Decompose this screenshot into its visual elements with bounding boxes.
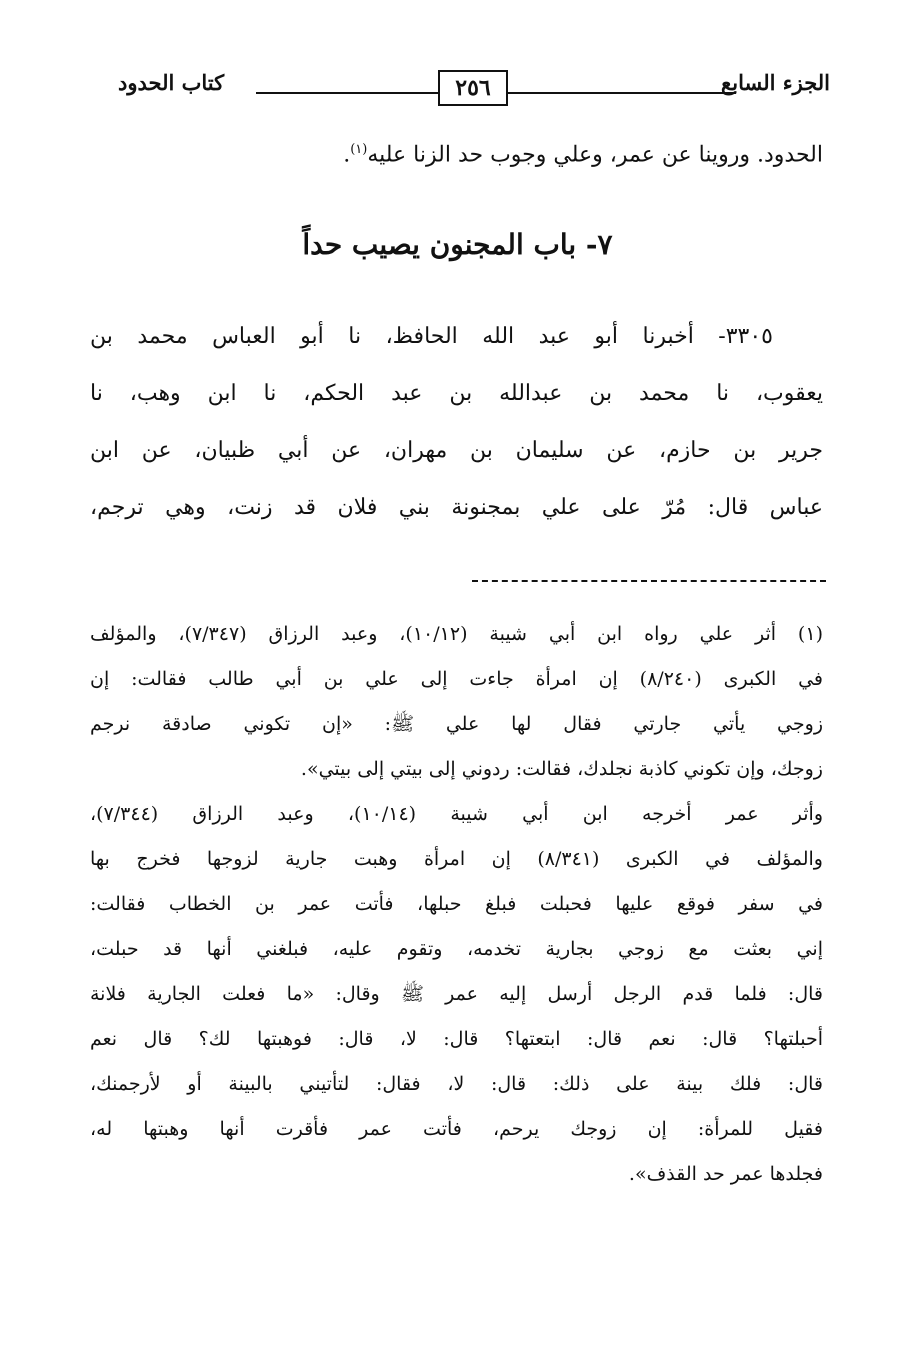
footnote-divider bbox=[472, 580, 826, 582]
footnote-line: في سفر فوقع عليها فحبلت فبلغ حبلها، فأتت عمر بن الخطاب فقالت: bbox=[90, 893, 823, 915]
text-line: جرير بن حازم، عن سليمان بن مهران، عن أبي ظبيان، عن ابن bbox=[90, 438, 823, 463]
main-text bbox=[90, 308, 823, 536]
footnote-line: والمؤلف في الكبرى (٨/٣٤١) إن امرأة وهبت جارية لزوجها فخرج بها bbox=[90, 848, 823, 870]
footnote-line: قال: فلما قدم الرجل أرسل إليه عمر ﷺ وقال: «ما فعلت الجارية فلانة bbox=[90, 983, 823, 1005]
intro-text: الحدود. وروينا عن عمر، وعلي وجوب حد الزنا عليه bbox=[367, 142, 823, 168]
page-number: ٢٥٦ bbox=[438, 70, 508, 106]
footnote-line: في الكبرى (٨/٢٤٠) إن امرأة جاءت إلى علي بن أبي طالب فقالت: إن bbox=[90, 668, 824, 690]
footnote-line: أحبلتها؟ قال: نعم قال: ابتعتها؟ قال: لا، قال: فوهبتها لك؟ قال نعم bbox=[90, 1028, 823, 1050]
header-rule-right bbox=[506, 92, 736, 94]
volume-label: الجزء السابع bbox=[721, 70, 830, 95]
footnote-line: وأثر عمر أخرجه ابن أبي شيبة (١٠/١٤)، وعبد الرزاق (٧/٣٤٤)، bbox=[90, 803, 823, 825]
chapter-heading: ٧- باب المجنون يصيب حداً bbox=[302, 228, 613, 261]
footnote-line: فقيل للمرأة: إن زوجك يرحم، فأتت عمر فأقرت أنها وهبتها له، bbox=[90, 1118, 823, 1140]
footnote-line: زوجك، وإن تكوني كاذبة نجلدك، فقالت: ردوني إلى بيتي إلى بيتي». bbox=[300, 758, 823, 780]
text-line: ٣٣٠٥- أخبرنا أبو عبد الله الحافظ، نا أبو العباس محمد بن bbox=[90, 324, 773, 349]
footnote-line: فجلدها عمر حد القذف». bbox=[628, 1163, 823, 1185]
footnote-line: قال: فلك بينة على ذلك: قال: لا، فقال: لتأتيني بالبينة أو لأرجمنك، bbox=[90, 1073, 823, 1095]
footnote-line: زوجي يأتي جارتي فقال لها علي ﷺ: «إن تكوني صادقة نرجم bbox=[90, 713, 823, 735]
text-line: عباس قال: مُرّ على علي بمجنونة بني فلان قد زنت، وهي ترجم، bbox=[90, 495, 823, 520]
header-rule-left bbox=[256, 92, 438, 94]
intro-line bbox=[203, 142, 823, 167]
footnote-line: إني بعثت مع زوجي بجارية تخدمه، وتقوم عليه، فبلغني أنها قد حبلت، bbox=[90, 938, 823, 960]
footnote-line: (١) أثر علي رواه ابن أبي شيبة (١٠/١٢)، وعبد الرزاق (٧/٣٤٧)، والمؤلف bbox=[90, 623, 823, 645]
page-header bbox=[118, 62, 830, 122]
text-line: يعقوب، نا محمد بن عبدالله بن عبد الحكم، نا ابن وهب، نا bbox=[90, 381, 823, 406]
book-title: كتاب الحدود bbox=[118, 70, 225, 95]
footnote-ref: (١) bbox=[350, 142, 368, 157]
intro-end: . bbox=[343, 142, 351, 168]
footnotes bbox=[90, 612, 823, 1197]
